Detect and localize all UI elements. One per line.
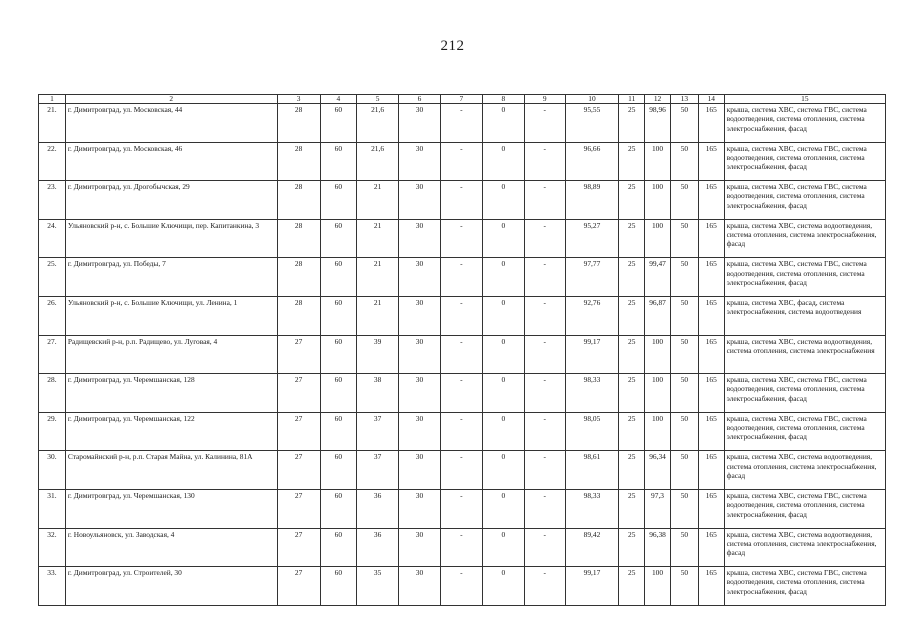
value-cell: 28	[277, 181, 320, 220]
value-cell: -	[440, 181, 482, 220]
address-cell: Ульяновский р-н, с. Большие Ключищи, ул. Ленина, 1	[65, 296, 277, 335]
works-list-cell: крыша, система ХВС, система ГВС, система водоотведения, система отопления, система электроснабжения, фасад	[724, 258, 885, 297]
value-cell: -	[524, 181, 565, 220]
table-row	[39, 374, 886, 413]
works-list-cell: крыша, система ХВС, система ГВС, система водоотведения, система отопления, система электроснабжения, фасад	[724, 181, 885, 220]
row-number: 32.	[39, 528, 66, 567]
works-list-cell: крыша, система ХВС, система водоотведения, система отопления, система электроснабжения, фасад	[724, 219, 885, 258]
value-cell: 28	[277, 104, 320, 143]
column-header-1: 1	[39, 95, 66, 104]
value-cell: 27	[277, 451, 320, 490]
value-cell: 60	[320, 104, 357, 143]
value-cell: 100	[645, 335, 671, 374]
value-cell: 30	[399, 296, 441, 335]
value-cell: 38	[357, 374, 399, 413]
value-cell: 96,38	[645, 528, 671, 567]
value-cell: 165	[698, 258, 724, 297]
value-cell: -	[440, 451, 482, 490]
column-header-5: 5	[357, 95, 399, 104]
value-cell: 165	[698, 489, 724, 528]
value-cell: -	[440, 528, 482, 567]
value-cell: 28	[277, 258, 320, 297]
value-cell: 165	[698, 374, 724, 413]
address-cell: г. Димитровград, ул. Дрогобычская, 29	[65, 181, 277, 220]
table-row	[39, 181, 886, 220]
row-number: 30.	[39, 451, 66, 490]
value-cell: -	[440, 374, 482, 413]
value-cell: 21,6	[357, 104, 399, 143]
table-row	[39, 219, 886, 258]
value-cell: 100	[645, 219, 671, 258]
value-cell: 165	[698, 335, 724, 374]
value-cell: -	[524, 296, 565, 335]
table-row	[39, 258, 886, 297]
value-cell: -	[524, 451, 565, 490]
value-cell: 60	[320, 567, 357, 606]
value-cell: 165	[698, 181, 724, 220]
row-number: 26.	[39, 296, 66, 335]
address-cell: г. Димитровград, ул. Московская, 46	[65, 142, 277, 181]
value-cell: 99,17	[565, 567, 619, 606]
value-cell: 60	[320, 335, 357, 374]
works-list-cell: крыша, система ХВС, система водоотведения, система отопления, система электроснабжения	[724, 335, 885, 374]
value-cell: 92,76	[565, 296, 619, 335]
value-cell: 25	[619, 181, 645, 220]
value-cell: 60	[320, 489, 357, 528]
address-cell: г. Димитровград, ул. Черемшанская, 130	[65, 489, 277, 528]
value-cell: 25	[619, 142, 645, 181]
column-header-3: 3	[277, 95, 320, 104]
value-cell: 21,6	[357, 142, 399, 181]
table-header	[39, 95, 886, 104]
value-cell: -	[440, 489, 482, 528]
column-header-14: 14	[698, 95, 724, 104]
value-cell: 30	[399, 451, 441, 490]
value-cell: 165	[698, 142, 724, 181]
value-cell: 25	[619, 374, 645, 413]
row-number: 31.	[39, 489, 66, 528]
value-cell: 25	[619, 489, 645, 528]
value-cell: 30	[399, 528, 441, 567]
value-cell: 50	[670, 219, 698, 258]
value-cell: 60	[320, 181, 357, 220]
table-row	[39, 567, 886, 606]
table-row	[39, 528, 886, 567]
address-cell: г. Димитровград, ул. Черемшанская, 122	[65, 412, 277, 451]
value-cell: 0	[482, 528, 524, 567]
table-row	[39, 489, 886, 528]
value-cell: 30	[399, 374, 441, 413]
row-number: 29.	[39, 412, 66, 451]
value-cell: -	[524, 489, 565, 528]
works-list-cell: крыша, система ХВС, система водоотведения, система отопления, система электроснабжения, фасад	[724, 528, 885, 567]
value-cell: 27	[277, 412, 320, 451]
value-cell: -	[524, 412, 565, 451]
value-cell: 0	[482, 335, 524, 374]
address-cell: г. Димитровград, ул. Победы, 7	[65, 258, 277, 297]
value-cell: 165	[698, 567, 724, 606]
value-cell: 30	[399, 412, 441, 451]
value-cell: 25	[619, 335, 645, 374]
value-cell: -	[524, 528, 565, 567]
value-cell: 30	[399, 335, 441, 374]
value-cell: 25	[619, 412, 645, 451]
value-cell: 0	[482, 104, 524, 143]
value-cell: 60	[320, 258, 357, 297]
value-cell: -	[440, 335, 482, 374]
header-row	[39, 95, 886, 104]
value-cell: 25	[619, 104, 645, 143]
value-cell: -	[524, 374, 565, 413]
address-cell: г. Димитровград, ул. Черемшанская, 128	[65, 374, 277, 413]
row-number: 24.	[39, 219, 66, 258]
column-header-4: 4	[320, 95, 357, 104]
row-number: 25.	[39, 258, 66, 297]
value-cell: 0	[482, 412, 524, 451]
value-cell: 27	[277, 528, 320, 567]
value-cell: -	[440, 258, 482, 297]
value-cell: 165	[698, 104, 724, 143]
value-cell: 98,33	[565, 374, 619, 413]
table-row	[39, 412, 886, 451]
value-cell: 100	[645, 412, 671, 451]
value-cell: 60	[320, 451, 357, 490]
value-cell: 28	[277, 142, 320, 181]
value-cell: 50	[670, 489, 698, 528]
value-cell: 28	[277, 296, 320, 335]
value-cell: 165	[698, 451, 724, 490]
value-cell: 30	[399, 258, 441, 297]
value-cell: 30	[399, 142, 441, 181]
value-cell: 60	[320, 374, 357, 413]
column-header-6: 6	[399, 95, 441, 104]
works-list-cell: крыша, система ХВС, система водоотведения, система отопления, система электроснабжения, фасад	[724, 451, 885, 490]
value-cell: 60	[320, 219, 357, 258]
value-cell: 21	[357, 181, 399, 220]
table-row	[39, 451, 886, 490]
value-cell: 60	[320, 296, 357, 335]
value-cell: 0	[482, 181, 524, 220]
value-cell: 95,55	[565, 104, 619, 143]
address-cell: Ульяновский р-н, с. Большие Ключищи, пер. Капитанкина, 3	[65, 219, 277, 258]
works-list-cell: крыша, система ХВС, система ГВС, система водоотведения, система отопления, система электроснабжения, фасад	[724, 567, 885, 606]
value-cell: 50	[670, 142, 698, 181]
row-number: 22.	[39, 142, 66, 181]
column-header-10: 10	[565, 95, 619, 104]
column-header-11: 11	[619, 95, 645, 104]
column-header-15: 15	[724, 95, 885, 104]
value-cell: 50	[670, 335, 698, 374]
value-cell: 98,89	[565, 181, 619, 220]
works-list-cell: крыша, система ХВС, система ГВС, система водоотведения, система отопления, система электроснабжения, фасад	[724, 104, 885, 143]
value-cell: 97,3	[645, 489, 671, 528]
value-cell: 100	[645, 374, 671, 413]
value-cell: 30	[399, 489, 441, 528]
value-cell: 99,47	[645, 258, 671, 297]
value-cell: 27	[277, 489, 320, 528]
value-cell: -	[524, 567, 565, 606]
value-cell: 0	[482, 567, 524, 606]
value-cell: -	[524, 142, 565, 181]
value-cell: 0	[482, 142, 524, 181]
value-cell: 50	[670, 181, 698, 220]
value-cell: -	[524, 104, 565, 143]
value-cell: 60	[320, 142, 357, 181]
row-number: 23.	[39, 181, 66, 220]
value-cell: 50	[670, 258, 698, 297]
value-cell: -	[524, 258, 565, 297]
table-row	[39, 335, 886, 374]
value-cell: 36	[357, 489, 399, 528]
column-header-8: 8	[482, 95, 524, 104]
value-cell: 96,34	[645, 451, 671, 490]
value-cell: 165	[698, 219, 724, 258]
value-cell: 50	[670, 374, 698, 413]
value-cell: 36	[357, 528, 399, 567]
value-cell: 50	[670, 104, 698, 143]
value-cell: -	[440, 296, 482, 335]
registry-table	[38, 94, 886, 606]
address-cell: Радищевский р-н, р.п. Радищево, ул. Луговая, 4	[65, 335, 277, 374]
column-header-2: 2	[65, 95, 277, 104]
value-cell: 30	[399, 219, 441, 258]
table-row	[39, 104, 886, 143]
value-cell: 50	[670, 412, 698, 451]
value-cell: 35	[357, 567, 399, 606]
value-cell: 0	[482, 451, 524, 490]
works-list-cell: крыша, система ХВС, система ГВС, система водоотведения, система отопления, система электроснабжения, фасад	[724, 412, 885, 451]
column-header-7: 7	[440, 95, 482, 104]
row-number: 33.	[39, 567, 66, 606]
value-cell: 98,61	[565, 451, 619, 490]
value-cell: 100	[645, 142, 671, 181]
column-header-13: 13	[670, 95, 698, 104]
value-cell: 60	[320, 528, 357, 567]
value-cell: 0	[482, 489, 524, 528]
value-cell: 165	[698, 412, 724, 451]
value-cell: 25	[619, 528, 645, 567]
value-cell: 0	[482, 258, 524, 297]
value-cell: 25	[619, 219, 645, 258]
value-cell: 50	[670, 296, 698, 335]
value-cell: 0	[482, 219, 524, 258]
table-row	[39, 142, 886, 181]
row-number: 27.	[39, 335, 66, 374]
works-list-cell: крыша, система ХВС, система ГВС, система водоотведения, система отопления, система электроснабжения, фасад	[724, 489, 885, 528]
value-cell: -	[440, 104, 482, 143]
value-cell: 25	[619, 258, 645, 297]
value-cell: 30	[399, 567, 441, 606]
address-cell: г. Димитровград, ул. Строителей, 30	[65, 567, 277, 606]
value-cell: 50	[670, 567, 698, 606]
value-cell: 97,77	[565, 258, 619, 297]
value-cell: 27	[277, 374, 320, 413]
address-cell: г. Димитровград, ул. Московская, 44	[65, 104, 277, 143]
value-cell: 98,96	[645, 104, 671, 143]
value-cell: 21	[357, 296, 399, 335]
row-number: 28.	[39, 374, 66, 413]
value-cell: 98,05	[565, 412, 619, 451]
works-list-cell: крыша, система ХВС, система ГВС, система водоотведения, система отопления, система электроснабжения, фасад	[724, 142, 885, 181]
column-header-12: 12	[645, 95, 671, 104]
works-list-cell: крыша, система ХВС, система ГВС, система водоотведения, система отопления, система электроснабжения, фасад	[724, 374, 885, 413]
value-cell: 30	[399, 104, 441, 143]
value-cell: 100	[645, 181, 671, 220]
value-cell: 50	[670, 451, 698, 490]
value-cell: 100	[645, 567, 671, 606]
value-cell: 30	[399, 181, 441, 220]
value-cell: 98,33	[565, 489, 619, 528]
value-cell: 37	[357, 451, 399, 490]
value-cell: -	[440, 567, 482, 606]
value-cell: 165	[698, 296, 724, 335]
value-cell: 27	[277, 567, 320, 606]
value-cell: 99,17	[565, 335, 619, 374]
value-cell: -	[524, 219, 565, 258]
value-cell: 27	[277, 335, 320, 374]
value-cell: 25	[619, 296, 645, 335]
value-cell: 50	[670, 528, 698, 567]
value-cell: 60	[320, 412, 357, 451]
table-body	[39, 104, 886, 606]
value-cell: -	[524, 335, 565, 374]
value-cell: 25	[619, 567, 645, 606]
value-cell: 37	[357, 412, 399, 451]
value-cell: 89,42	[565, 528, 619, 567]
value-cell: 25	[619, 451, 645, 490]
page-number: 212	[440, 38, 465, 54]
value-cell: 0	[482, 296, 524, 335]
value-cell: 96,66	[565, 142, 619, 181]
value-cell: 95,27	[565, 219, 619, 258]
works-list-cell: крыша, система ХВС, фасад, система электроснабжения, система водоотведения	[724, 296, 885, 335]
value-cell: 96,87	[645, 296, 671, 335]
value-cell: 28	[277, 219, 320, 258]
column-header-9: 9	[524, 95, 565, 104]
address-cell: г. Новоульяновск, ул. Заводская, 4	[65, 528, 277, 567]
table-row	[39, 296, 886, 335]
value-cell: -	[440, 142, 482, 181]
value-cell: 39	[357, 335, 399, 374]
value-cell: 0	[482, 374, 524, 413]
value-cell: -	[440, 412, 482, 451]
value-cell: 165	[698, 528, 724, 567]
value-cell: 21	[357, 258, 399, 297]
value-cell: 21	[357, 219, 399, 258]
row-number: 21.	[39, 104, 66, 143]
value-cell: -	[440, 219, 482, 258]
address-cell: Старомайнский р-н, р.п. Старая Майна, ул. Калинина, 81А	[65, 451, 277, 490]
